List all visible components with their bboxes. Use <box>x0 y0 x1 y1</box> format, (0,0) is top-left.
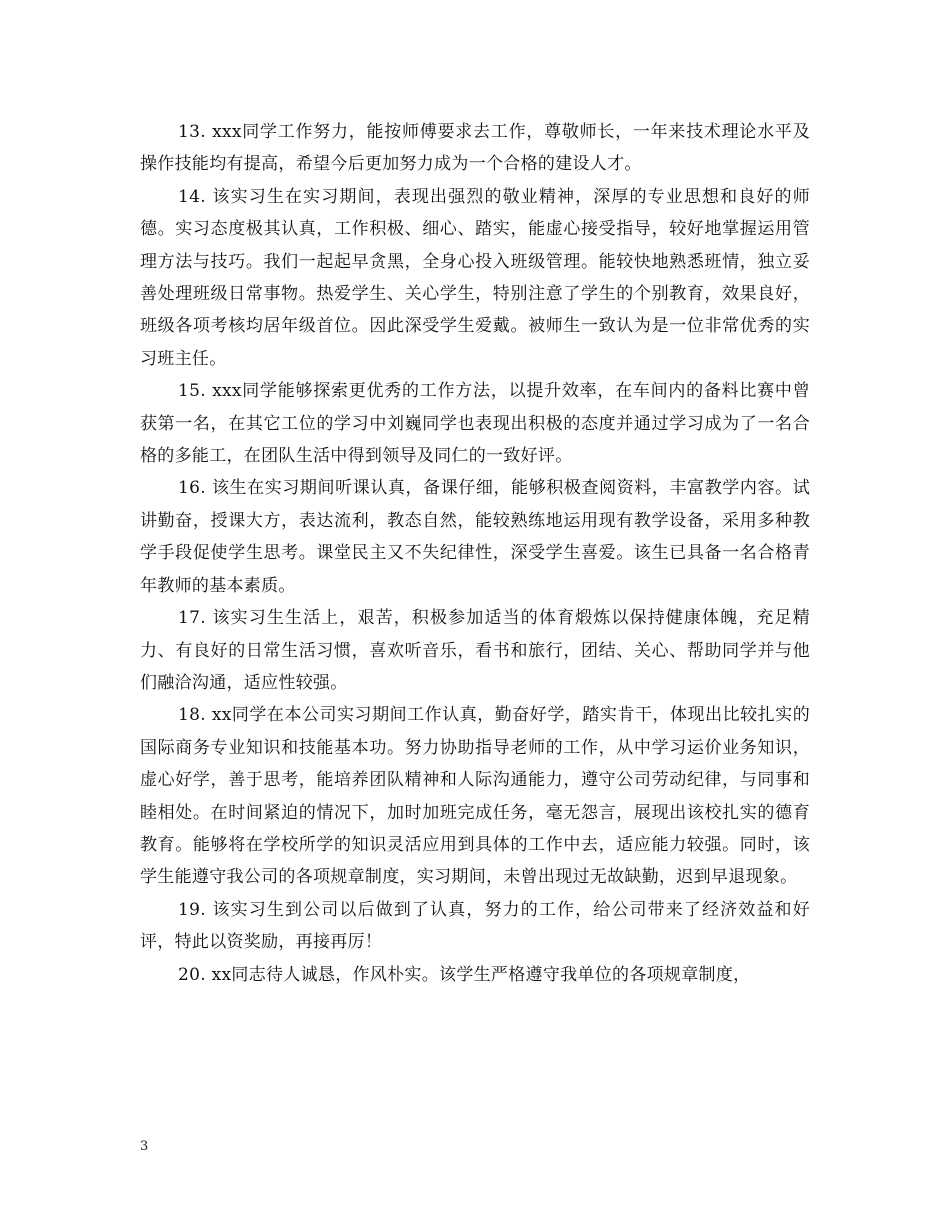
paragraph-13: 13. xxx同学工作努力，能按师傅要求去工作，尊敬师长，一年来技术理论水平及操作技能均有提高，希望今后更加努力成为一个合格的建设人才。 <box>140 122 810 175</box>
paragraph-14: 14. 该实习生在实习期间，表现出强烈的敬业精神，深厚的专业思想和良好的师德。实习态度极其认真，工作积极、细心、踏实，能虚心接受指导，较好地掌握运用管理方法与技巧。我们一起起早贪黑，全身心投入班级管理。能较快地熟悉班情，独立妥善处理班级日常事物。热爱学生、关心学生，特别注意了学生的个别教育，效果良好，班级各项考核均居年级首位。因此深受学生爱戴。被师生一致认为是一位非常优秀的实习班主任。 <box>140 186 810 369</box>
paragraph-20: 20. xx同志待人诚恳，作风朴实。该学生严格遵守我单位的各项规章制度， <box>178 964 751 985</box>
paragraph-15: 15. xxx同学能够探索更优秀的工作方法，以提升效率，在车间内的备料比赛中曾获第一名，在其它工位的学习中刘巍同学也表现出积极的态度并通过学习成为了一名合格的多能工，在团队生活中得到领导及同仁的一致好评。 <box>140 381 810 467</box>
paragraph-16: 16. 该生在实习期间听课认真，备课仔细，能够积极查阅资料，丰富教学内容。试讲勤奋，授课大方，表达流利，教态自然，能较熟练地运用现有教学设备，采用多种教学手段促使学生思考。课堂民主又不失纪律性，深受学生喜爱。该生已具备一名合格青年教师的基本素质。 <box>140 478 810 596</box>
page-number: 3 <box>140 1139 149 1154</box>
paragraph-19: 19. 该实习生到公司以后做到了认真，努力的工作，给公司带来了经济效益和好评，特此以资奖励，再接再厉！ <box>140 899 810 953</box>
paragraph-18: 18. xx同学在本公司实习期间工作认真，勤奋好学，踏实肯干，体现出比较扎实的国际商务专业知识和技能基本功。努力协助指导老师的工作，从中学习运价业务知识，虚心好学，善于思考，能培养团队精神和人际沟通能力，遵守公司劳动纪律，与同事和睦相处。在时间紧迫的情况下，加时加班完成任务，毫无怨言，展现出该校扎实的德育教育。能够将在学校所学的知识灵活应用到具体的工作中去，适应能力较强。同时，该学生能遵守我公司的各项规章制度，实习期间，未曾出现过无故缺勤，迟到早退现象。 <box>140 705 810 888</box>
paragraph-17: 17. 该实习生生活上，艰苦，积极参加适当的体育煅炼以保持健康体魄，充足精力、有良好的日常生活习惯，喜欢听音乐，看书和旅行，团结、关心、帮助同学并与他们融洽沟通，适应性较强。 <box>140 608 810 693</box>
document-body <box>140 116 810 991</box>
